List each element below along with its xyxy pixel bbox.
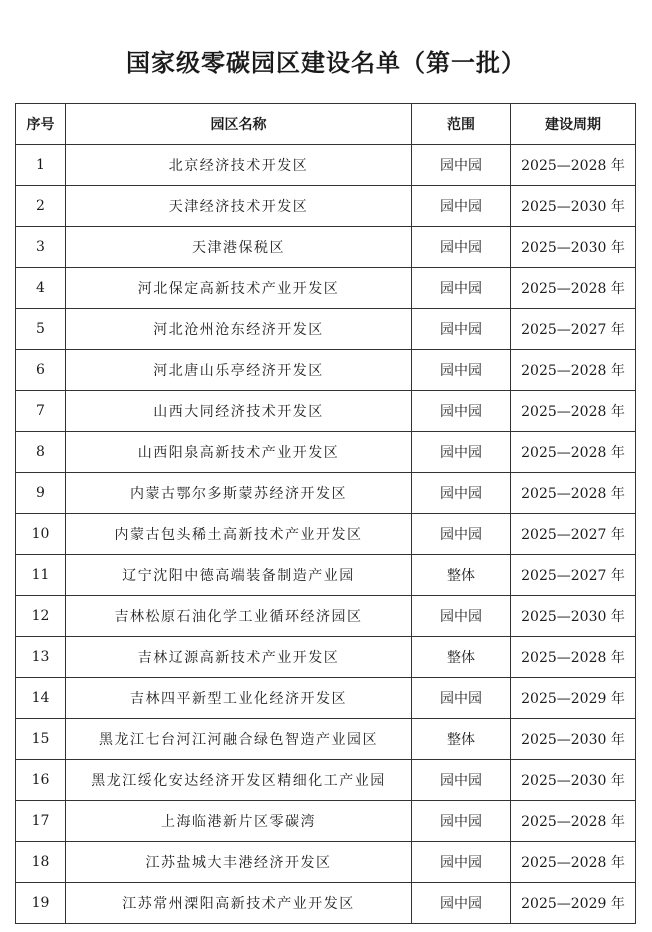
- cell-park-name: 上海临港新片区零碳湾: [66, 801, 412, 842]
- table-row: [16, 760, 636, 801]
- cell-index: 1: [16, 145, 66, 186]
- cell-index: 7: [16, 391, 66, 432]
- table-row: [16, 678, 636, 719]
- cell-index: 10: [16, 514, 66, 555]
- table-row: [16, 596, 636, 637]
- cell-index: 15: [16, 719, 66, 760]
- table-row: [16, 637, 636, 678]
- cell-park-name: 天津经济技术开发区: [66, 186, 412, 227]
- cell-period: 2025—2030 年: [511, 227, 636, 268]
- cell-scope: 园中园: [412, 842, 511, 883]
- cell-index: 14: [16, 678, 66, 719]
- table-row: [16, 555, 636, 596]
- cell-index: 12: [16, 596, 66, 637]
- cell-park-name: 北京经济技术开发区: [66, 145, 412, 186]
- table-row: [16, 350, 636, 391]
- cell-scope: 园中园: [412, 350, 511, 391]
- cell-index: 6: [16, 350, 66, 391]
- cell-park-name: 江苏盐城大丰港经济开发区: [66, 842, 412, 883]
- table-row: [16, 514, 636, 555]
- page-title: 国家级零碳园区建设名单（第一批）: [126, 49, 526, 78]
- cell-scope: 整体: [412, 555, 511, 596]
- cell-scope: 园中园: [412, 883, 511, 924]
- table-row: [16, 227, 636, 268]
- cell-index: 17: [16, 801, 66, 842]
- cell-scope: 园中园: [412, 309, 511, 350]
- cell-period: 2025—2030 年: [511, 719, 636, 760]
- cell-scope: 整体: [412, 719, 511, 760]
- cell-period: 2025—2028 年: [511, 350, 636, 391]
- cell-period: 2025—2027 年: [511, 514, 636, 555]
- table-body: [16, 145, 636, 924]
- cell-period: 2025—2028 年: [511, 268, 636, 309]
- table-row: [16, 309, 636, 350]
- cell-scope: 整体: [412, 637, 511, 678]
- cell-scope: 园中园: [412, 473, 511, 514]
- cell-index: 9: [16, 473, 66, 514]
- cell-period: 2025—2030 年: [511, 596, 636, 637]
- cell-period: 2025—2028 年: [511, 801, 636, 842]
- cell-park-name: 河北沧州沧东经济开发区: [66, 309, 412, 350]
- cell-park-name: 辽宁沈阳中德高端装备制造产业园: [66, 555, 412, 596]
- cell-period: 2025—2027 年: [511, 555, 636, 596]
- cell-scope: 园中园: [412, 760, 511, 801]
- cell-period: 2025—2029 年: [511, 883, 636, 924]
- cell-period: 2025—2028 年: [511, 145, 636, 186]
- cell-period: 2025—2028 年: [511, 842, 636, 883]
- table-row: [16, 719, 636, 760]
- cell-scope: 园中园: [412, 432, 511, 473]
- cell-period: 2025—2028 年: [511, 391, 636, 432]
- cell-scope: 园中园: [412, 391, 511, 432]
- cell-index: 2: [16, 186, 66, 227]
- cell-index: 19: [16, 883, 66, 924]
- cell-period: 2025—2030 年: [511, 186, 636, 227]
- header-period: 建设周期: [511, 104, 636, 145]
- park-list-table: [15, 103, 636, 924]
- cell-index: 13: [16, 637, 66, 678]
- cell-period: 2025—2030 年: [511, 760, 636, 801]
- header-index: 序号: [16, 104, 66, 145]
- table-row: [16, 801, 636, 842]
- cell-park-name: 内蒙古包头稀土高新技术产业开发区: [66, 514, 412, 555]
- cell-index: 4: [16, 268, 66, 309]
- cell-park-name: 江苏常州溧阳高新技术产业开发区: [66, 883, 412, 924]
- cell-period: 2025—2028 年: [511, 432, 636, 473]
- cell-park-name: 黑龙江七台河江河融合绿色智造产业园区: [66, 719, 412, 760]
- cell-index: 8: [16, 432, 66, 473]
- cell-park-name: 吉林辽源高新技术产业开发区: [66, 637, 412, 678]
- table-row: [16, 268, 636, 309]
- cell-park-name: 河北保定高新技术产业开发区: [66, 268, 412, 309]
- table-header-row: [16, 104, 636, 145]
- cell-scope: 园中园: [412, 145, 511, 186]
- table-row: [16, 145, 636, 186]
- cell-park-name: 山西阳泉高新技术产业开发区: [66, 432, 412, 473]
- cell-park-name: 山西大同经济技术开发区: [66, 391, 412, 432]
- cell-index: 18: [16, 842, 66, 883]
- table-row: [16, 391, 636, 432]
- table-row: [16, 473, 636, 514]
- cell-park-name: 河北唐山乐亭经济开发区: [66, 350, 412, 391]
- cell-period: 2025—2029 年: [511, 678, 636, 719]
- cell-park-name: 吉林松原石油化学工业循环经济园区: [66, 596, 412, 637]
- header-scope: 范围: [412, 104, 511, 145]
- cell-scope: 园中园: [412, 268, 511, 309]
- table-row: [16, 432, 636, 473]
- cell-scope: 园中园: [412, 227, 511, 268]
- cell-index: 11: [16, 555, 66, 596]
- cell-scope: 园中园: [412, 596, 511, 637]
- cell-park-name: 天津港保税区: [66, 227, 412, 268]
- table-row: [16, 883, 636, 924]
- table-row: [16, 842, 636, 883]
- table-row: [16, 186, 636, 227]
- cell-period: 2025—2028 年: [511, 473, 636, 514]
- cell-index: 5: [16, 309, 66, 350]
- header-name: 园区名称: [66, 104, 412, 145]
- cell-park-name: 黑龙江绥化安达经济开发区精细化工产业园: [66, 760, 412, 801]
- cell-index: 16: [16, 760, 66, 801]
- cell-scope: 园中园: [412, 678, 511, 719]
- cell-park-name: 吉林四平新型工业化经济开发区: [66, 678, 412, 719]
- cell-scope: 园中园: [412, 801, 511, 842]
- cell-scope: 园中园: [412, 186, 511, 227]
- cell-period: 2025—2027 年: [511, 309, 636, 350]
- cell-period: 2025—2028 年: [511, 637, 636, 678]
- cell-scope: 园中园: [412, 514, 511, 555]
- cell-park-name: 内蒙古鄂尔多斯蒙苏经济开发区: [66, 473, 412, 514]
- cell-index: 3: [16, 227, 66, 268]
